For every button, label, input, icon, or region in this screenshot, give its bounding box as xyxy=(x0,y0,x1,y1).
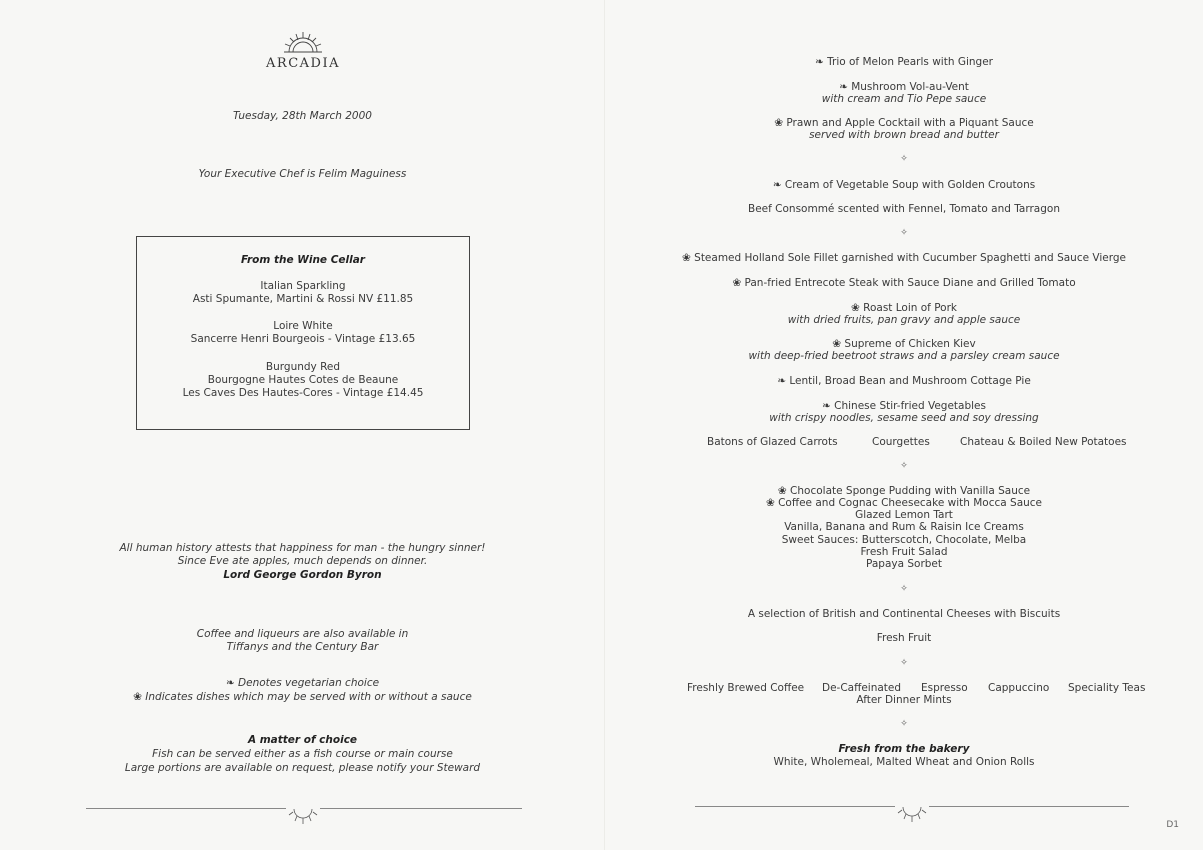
menu-item: ❧ Chinese Stir-fried Vegetables xyxy=(822,400,986,412)
wine-line: Sancerre Henri Bourgeois - Vintage £13.65 xyxy=(190,333,416,345)
coffee-note: Coffee and liqueurs are also available in xyxy=(196,628,409,640)
menu-item: ❧ Lentil, Broad Bean and Mushroom Cottage Pie xyxy=(777,375,1031,387)
dessert-item: Papaya Sorbet xyxy=(865,558,943,570)
wine-cellar-box xyxy=(136,236,470,430)
menu-item: ❀ Steamed Holland Sole Fillet garnished with Cucumber Spaghetti and Sauce Vierge xyxy=(682,252,1126,264)
drink-item: De-Caffeinated xyxy=(822,682,902,694)
course-divider: ✧ xyxy=(900,154,908,164)
menu-item-desc: with cream and Tio Pepe sauce xyxy=(821,93,987,105)
page-number: D1 xyxy=(1166,820,1179,830)
menu-item: ❀ Pan-fried Entrecote Steak with Sauce Diane and Grilled Tomato xyxy=(732,277,1076,289)
wine-heading: From the Wine Cellar xyxy=(240,254,365,266)
arcadia-logo xyxy=(258,30,348,71)
wine-line: Asti Spumante, Martini & Rossi NV £11.85 xyxy=(192,293,414,305)
dessert-item: Sweet Sauces: Butterscotch, Chocolate, Melba xyxy=(781,534,1027,546)
choice-note: Fish can be served either as a fish course or main course xyxy=(152,748,453,760)
menu-item: ❀ Prawn and Apple Cocktail with a Piquant Sauce xyxy=(774,117,1034,129)
quote-author: Lord George Gordon Byron xyxy=(223,569,382,581)
menu-item-desc: with crispy noodles, sesame seed and soy dressing xyxy=(769,412,1039,424)
menu-item-desc: with deep-fried beetroot straws and a parsley cream sauce xyxy=(748,350,1060,362)
legend-vegetarian: ❧ Denotes vegetarian choice xyxy=(225,677,380,689)
wine-line: Bourgogne Hautes Cotes de Beaune xyxy=(207,374,399,386)
quote-line: Since Eve ate apples, much depends on dinner. xyxy=(177,555,428,567)
fruit-course: Fresh Fruit xyxy=(876,632,932,644)
menu-item: Beef Consommé scented with Fennel, Tomato and Tarragon xyxy=(748,203,1060,215)
side-dish: Batons of Glazed Carrots xyxy=(707,436,838,448)
drink-item: Speciality Teas xyxy=(1068,682,1146,694)
sun-ornament-icon xyxy=(286,803,320,827)
dessert-item: Vanilla, Banana and Rum & Raisin Ice Creams xyxy=(784,521,1024,533)
right-page xyxy=(605,0,1203,850)
drink-item: Freshly Brewed Coffee xyxy=(687,682,805,694)
menu-item: ❀ Supreme of Chicken Kiev xyxy=(832,338,976,350)
side-dish: Chateau & Boiled New Potatoes xyxy=(960,436,1127,448)
course-divider: ✧ xyxy=(900,658,908,668)
brand-name: ARCADIA xyxy=(266,56,340,71)
dessert-item: ❀ Coffee and Cognac Cheesecake with Mocca Sauce xyxy=(765,497,1043,509)
menu-item: ❀ Roast Loin of Pork xyxy=(851,302,957,314)
dessert-item: Glazed Lemon Tart xyxy=(855,509,953,521)
sunrise-logo-icon xyxy=(281,30,325,54)
wine-type: Italian Sparkling xyxy=(260,280,346,292)
course-divider: ✧ xyxy=(900,228,908,238)
course-divider: ✧ xyxy=(900,461,908,471)
course-divider: ✧ xyxy=(900,584,908,594)
chef-line: Your Executive Chef is Felim Maguiness xyxy=(198,168,407,180)
side-dish: Courgettes xyxy=(872,436,930,448)
cheese-course: A selection of British and Continental Cheeses with Biscuits xyxy=(747,608,1061,620)
menu-item: ❧ Trio of Melon Pearls with Ginger xyxy=(815,56,993,68)
menu-date: Tuesday, 28th March 2000 xyxy=(233,110,372,122)
menu-item: ❧ Cream of Vegetable Soup with Golden Croutons xyxy=(772,179,1036,191)
course-divider: ✧ xyxy=(900,719,908,729)
wine-line: Les Caves Des Hautes-Cores - Vintage £14.45 xyxy=(182,387,424,399)
bakery-heading: Fresh from the bakery xyxy=(838,743,970,755)
mints-item: After Dinner Mints xyxy=(856,694,952,706)
drink-item: Espresso xyxy=(921,682,968,694)
dessert-item: ❀ Chocolate Sponge Pudding with Vanilla Sauce xyxy=(777,485,1031,497)
menu-item-desc: with dried fruits, pan gravy and apple sauce xyxy=(787,314,1021,326)
choice-note: Large portions are available on request, please notify your Steward xyxy=(124,762,481,774)
menu-item: ❧ Mushroom Vol-au-Vent xyxy=(839,81,969,93)
dessert-item: Fresh Fruit Salad xyxy=(860,546,948,558)
legend-sauce: ❀ Indicates dishes which may be served with or without a sauce xyxy=(133,691,472,703)
choice-heading: A matter of choice xyxy=(247,734,358,746)
wine-type: Burgundy Red xyxy=(265,361,341,373)
coffee-note: Tiffanys and the Century Bar xyxy=(226,641,379,653)
drink-item: Cappuccino xyxy=(988,682,1050,694)
bakery-items: White, Wholemeal, Malted Wheat and Onion Rolls xyxy=(773,756,1035,768)
sun-ornament-icon xyxy=(895,801,929,825)
quote-line: All human history attests that happiness for man - the hungry sinner! xyxy=(119,542,486,554)
wine-type: Loire White xyxy=(273,320,333,332)
menu-item-desc: served with brown bread and butter xyxy=(809,129,999,141)
